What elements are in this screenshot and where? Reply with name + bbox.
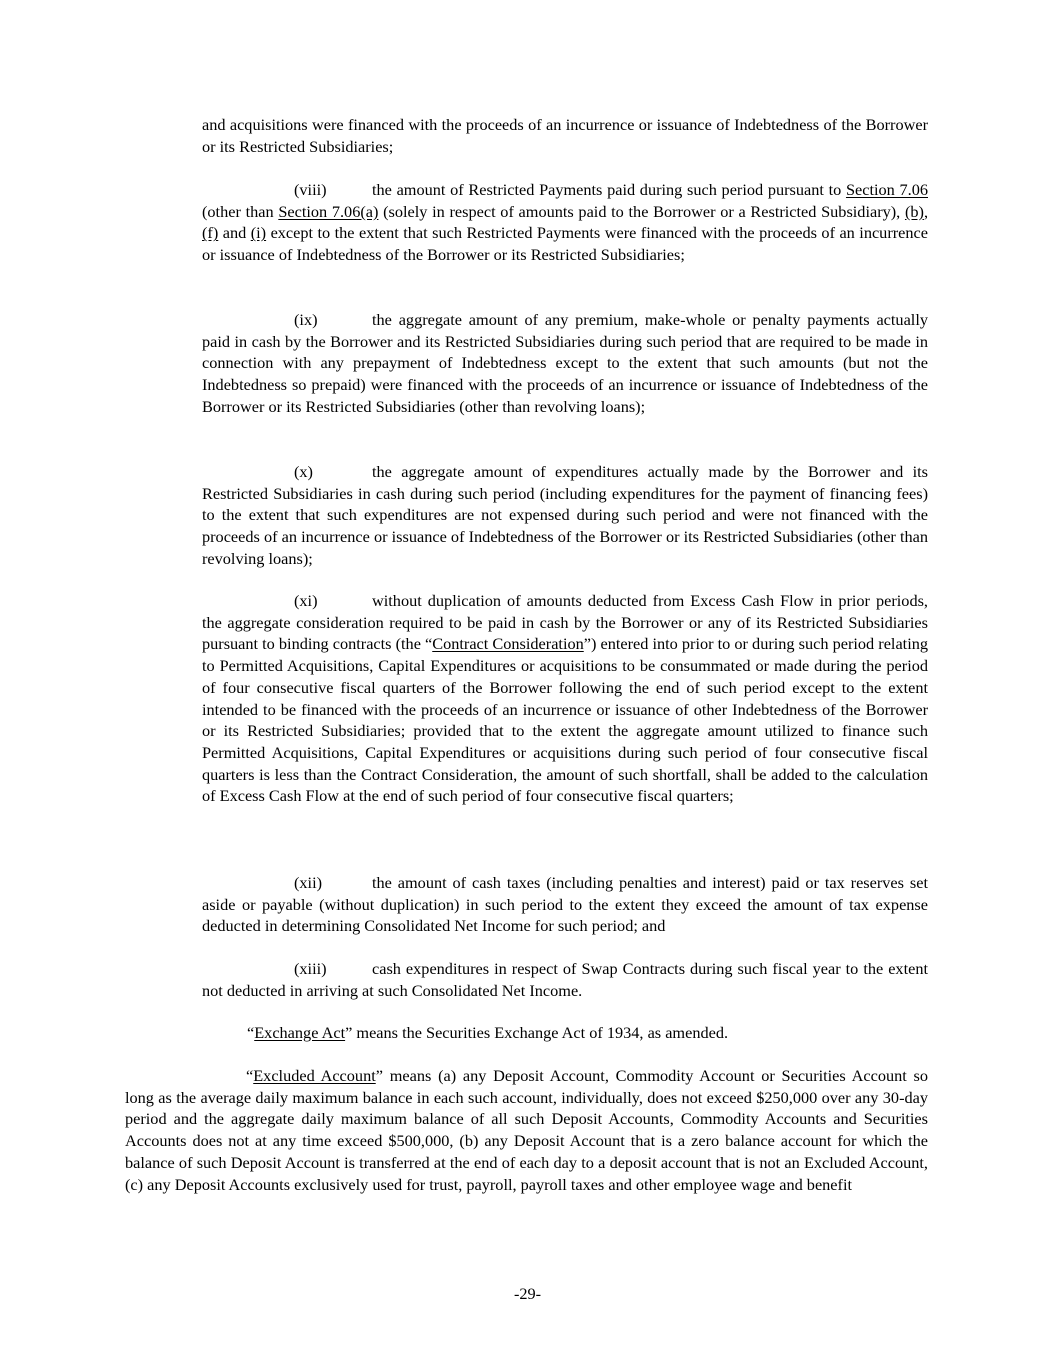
- item-xii-number: (xii): [294, 873, 323, 892]
- item-xiii-text: cash expenditures in respect of Swap Contracts during such fiscal year to the extent not deducted in arriving at such Consolidated Net Income.: [202, 959, 928, 1000]
- item-x: [202, 461, 928, 570]
- page-number: -29-: [513, 1284, 542, 1303]
- definition-excluded-account: “Excluded Account” means (a) any Deposit Account, Commodity Account or Securities Account so long as the average daily maximum balance in each such account, individually, does not exceed $250,000 over any 30-day period and the aggregate daily maximum balance of all such Deposit Accounts, Commodity Accounts and Securities Accounts does not at any time exceed $500,000, (b) any Deposit Account that is a zero balance account for which the balance of such Deposit Account is transferred at the end of each day to a deposit account that is not an Excluded Account, (c) any Deposit Accounts exclusively used for trust, payroll, payroll taxes and other employee wage and benefit: [125, 1066, 928, 1194]
- item-xi: (xi) without duplication of amounts deducted from Excess Cash Flow in prior periods, the aggregate consideration required to be paid in cash by the Borrower or any of its Restricted Subsidiaries pursuant to binding contracts (the “Contract Consideration”) entered into prior to or during such period relating to Permitted Acquisitions, Capital Expenditures or acquisitions to be consummated or made during the period of four consecutive fiscal quarters of the Borrower following the end of such period except to the extent intended to be financed with the proceeds of an incurrence or issuance of other Indebtedness of the Borrower or its Restricted Subsidiaries; provided that to the extent the aggregate amount utilized to finance such Permitted Acquisitions, Capital Expenditures or acquisitions during such period of four consecutive fiscal quarters is less than the Contract Consideration, the amount of such shortfall, shall be added to the calculation of Excess Cash Flow at the end of such period of four consecutive fiscal quarters;: [202, 591, 928, 806]
- item-xi-number: (xi): [294, 591, 318, 610]
- item-xii: [202, 872, 928, 937]
- item-viii: (viii) the amount of Restricted Payments paid during such period pursuant to Section 7.06 (other than Section 7.06(a) (solely in respect of amounts paid to the Borrower or a Restricted Subsidiary), (b), (f) and (i) except to the extent that such Restricted Payments were financed with the proceeds of an incurrence or issuance of Indebtedness of the Borrower or its Restricted Subsidiaries;: [202, 180, 929, 265]
- clause-f-link[interactable]: (f): [202, 223, 219, 243]
- item-x-text: the aggregate amount of expenditures actually made by the Borrower and its Restricted Subsidiaries in cash during such period (including expenditures for the payment of financing fees) to the extent that such expenditures are not expensed during such period and were not financed with the proceeds of an incurrence or issuance of Indebtedness of the Borrower or its Restricted Subsidiaries (other than revolving loans);: [202, 462, 928, 568]
- excluded-account-term: Excluded Account: [253, 1066, 376, 1085]
- definition-exchange-act: “Exchange Act” means the Securities Exchange Act of 1934, as amended.: [247, 1023, 729, 1042]
- item-xii-text: the amount of cash taxes (including penalties and interest) paid or tax reserves set aside or payable (without duplication) in such period to the extent they exceed the amount of tax expense deducted in determining Consolidated Net Income for such period; and: [202, 873, 928, 936]
- section-7-06a-link[interactable]: Section 7.06(a): [278, 201, 379, 221]
- exchange-act-term: Exchange Act: [254, 1023, 346, 1042]
- continuation-text: and acquisitions were financed with the proceeds of an incurrence or issuance of Indebtedness of the Borrower or its Restricted Subsidiaries;: [202, 115, 928, 156]
- clause-i-link[interactable]: (i): [250, 223, 267, 243]
- item-ix: [202, 309, 928, 418]
- item-xiii-number: (xiii): [294, 959, 327, 978]
- item-viii-number: (viii): [294, 180, 327, 199]
- clause-b-link[interactable]: (b): [904, 201, 924, 221]
- item-ix-number: (ix): [294, 310, 318, 329]
- item-ix-text: the aggregate amount of any premium, make-whole or penalty payments actually paid in cash by the Borrower and its Restricted Subsidiaries during such period that are required to be made in connection with any prepayment of Indebtedness except to the extent that such amounts (but not the Indebtedness so prepaid) were financed with the proceeds of an incurrence or issuance of Indebtedness of the Borrower or its Restricted Subsidiaries (other than revolving loans);: [202, 310, 928, 416]
- item-xiii: [202, 958, 928, 1001]
- contract-consideration-term: Contract Consideration: [432, 634, 584, 654]
- continuation-paragraph: [202, 114, 928, 157]
- section-7-06-link[interactable]: Section 7.06: [845, 180, 928, 199]
- item-x-number: (x): [294, 462, 313, 481]
